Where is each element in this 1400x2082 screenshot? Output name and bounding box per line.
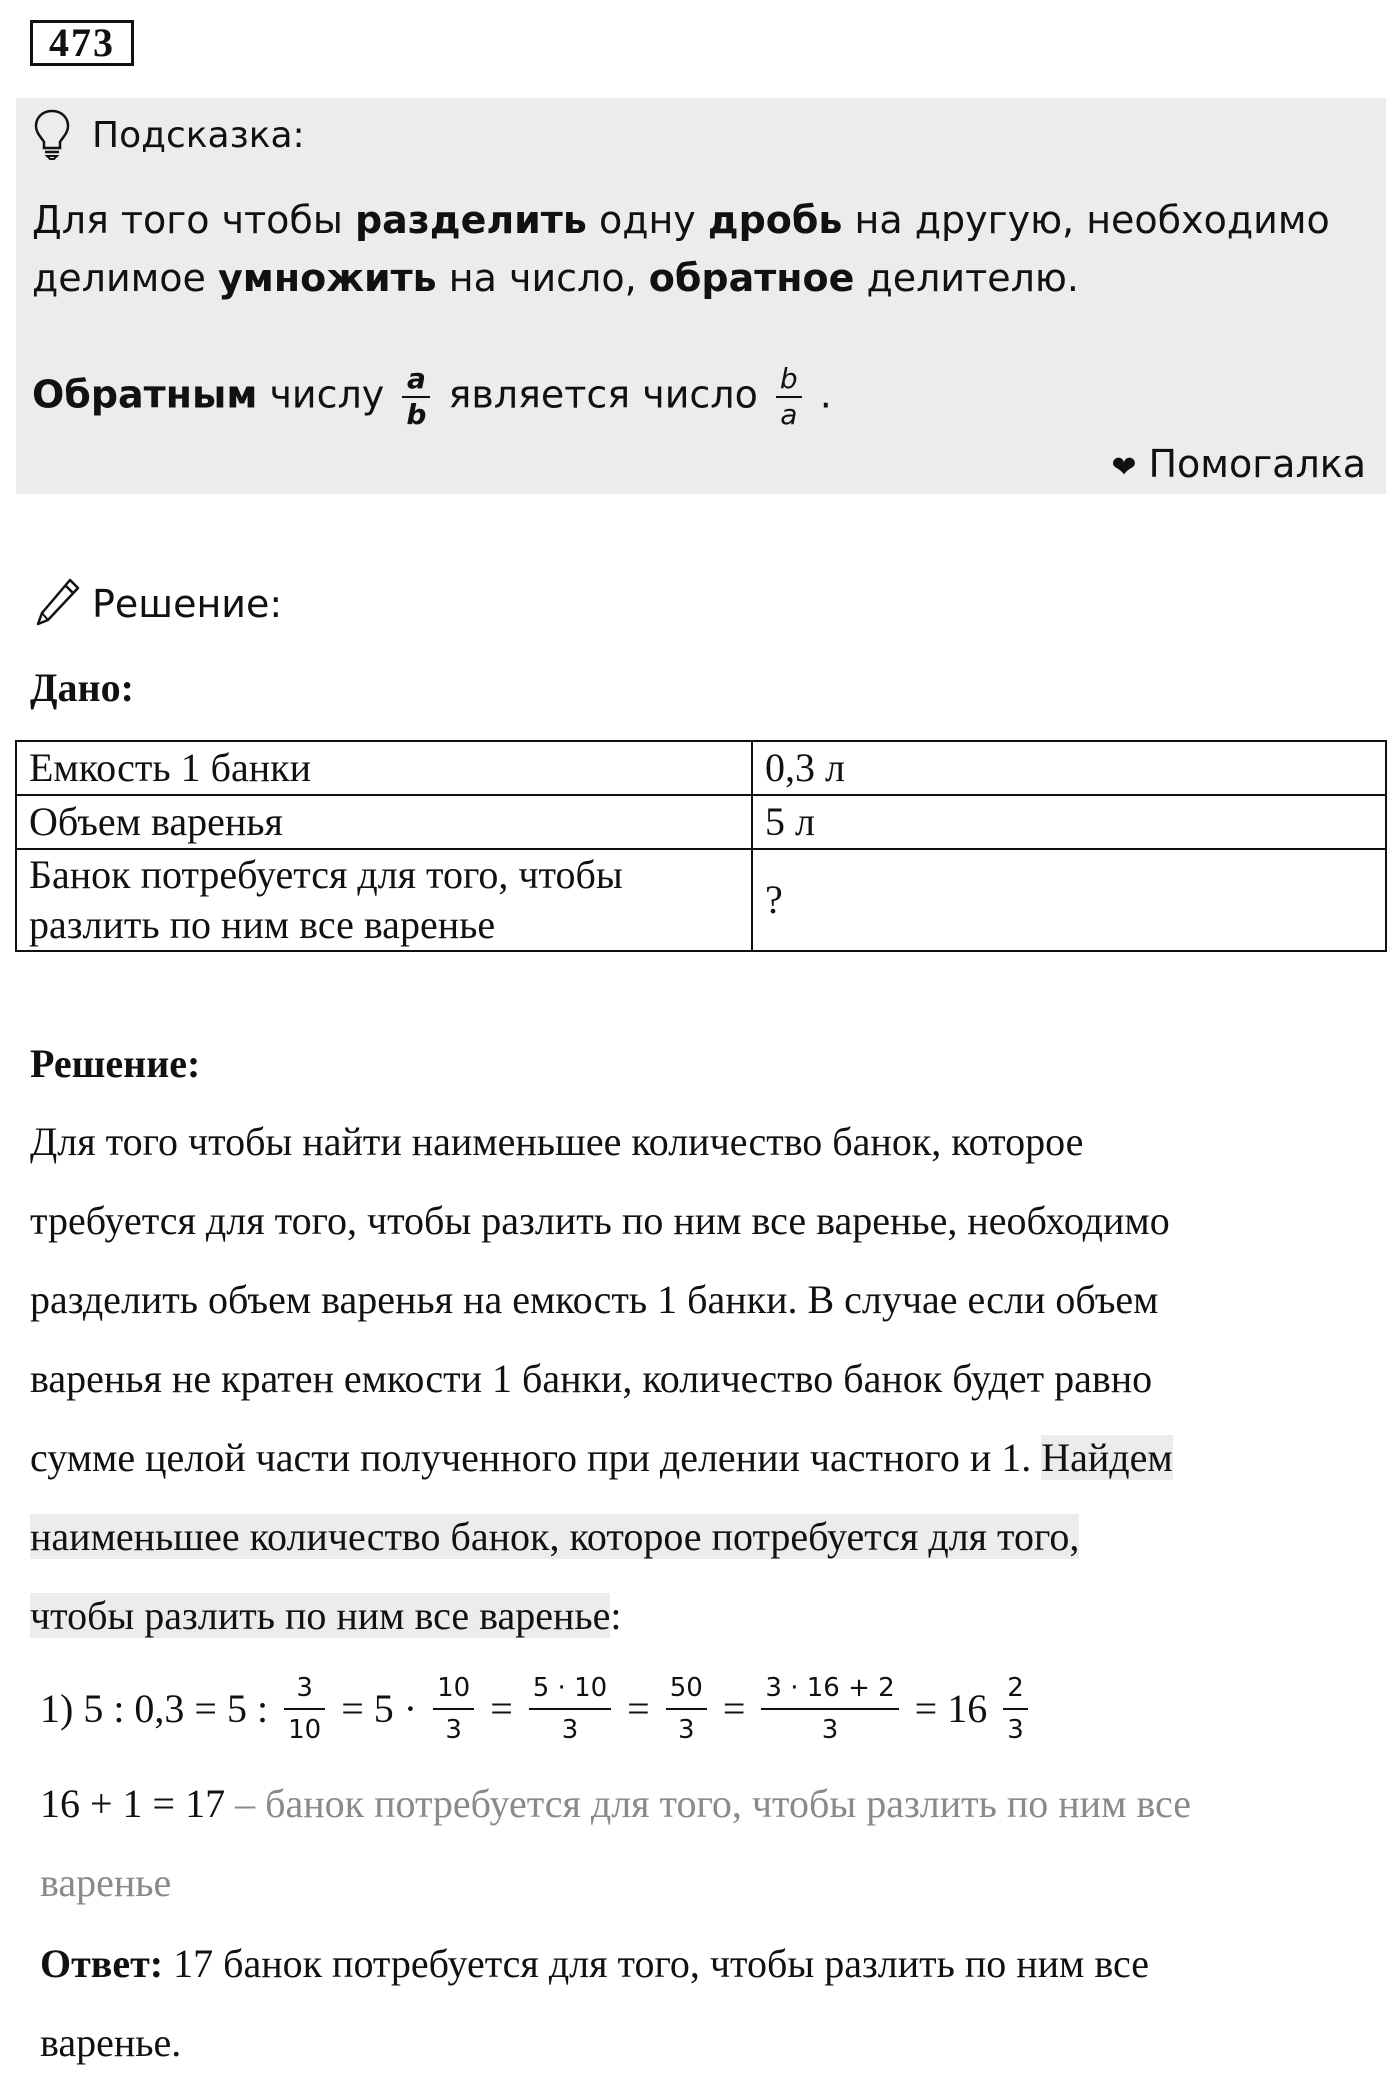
brand-label: ❤ Помогалка [1111,440,1366,492]
table-row [16,849,1386,951]
solution-label: Решение: [30,1041,201,1086]
solution-line: сумме целой части полученного при делении частного и 1. Найдем [30,1435,1173,1480]
solution-line: требуется для того, чтобы разлить по ним все варенье, необходимо [30,1198,1170,1243]
fraction-b-over-a: $\frac{b}{a}$ [776,362,802,432]
solution-line: Для того чтобы найти наименьшее количество банок, которое [30,1119,1084,1164]
heart-icon: ❤ [1111,450,1137,485]
fraction: $\frac{10}{3}$ [433,1668,474,1750]
solution-line: разделить объем варенья на емкость 1 банки. В случае если объем [30,1277,1159,1322]
pencil-icon [34,576,82,630]
fraction: $\frac{3}{10}$ [284,1668,325,1750]
hint-line-3: Обратным числу $\frac{a}{b}$ является число $\frac{b}{a}$ . [32,362,832,431]
solution-line: наименьшее количество банок, которое потребуется для того, [30,1514,1080,1559]
result-line: варенье [40,1860,172,1905]
given-name: Объем варенья [16,795,752,849]
answer-text [40,1924,1149,2082]
given-value: ? [752,849,1386,951]
table-row [16,795,1386,849]
given-value: 0,3 л [752,741,1386,795]
calculation: 1) 5 : 0,3 = 5 : $\frac{3}{10}$ = 5 · $\frac{10}{3}$ = $\frac{5 \cdot 10}{3}$ = $\frac{50}{3}$ = $\frac{3 \cdot 16 + 2}{3}$ = 16 $\frac{2}{3}$ [40,1660,1034,1754]
table-row [16,741,1386,795]
fraction: $\frac{2}{3}$ [1003,1668,1028,1750]
solution-text [30,1102,1173,1655]
answer-line: Ответ: 17 банок потребуется для того, чтобы разлить по ним все [40,1941,1150,1986]
given-label: Дано: [30,665,134,710]
fraction: $\frac{3 \cdot 16 + 2}{3}$ [761,1668,898,1750]
fraction: $\frac{5 \cdot 10}{3}$ [529,1668,611,1750]
given-name: Емкость 1 банки [16,741,752,795]
answer-line: варенье. [40,2020,182,2065]
solution-heading: Решение: [92,582,283,626]
given-value: 5 л [752,795,1386,849]
hint-line-2: делимое умножить на число, обратное делителю. [32,256,1079,300]
fraction-a-over-b: $\frac{a}{b}$ [402,362,430,432]
hint-title: Подсказка: [92,115,305,156]
given-name: Банок потребуется для того, чтобы разлить по ним все варенье [16,849,752,951]
result-line: 16 + 1 = 17 – банок потребуется для того, чтобы разлить по ним все [40,1781,1192,1826]
hint-line-1: Для того чтобы разделить одну дробь на другую, необходимо [32,198,1330,242]
given-table [15,740,1387,952]
solution-line: варенья не кратен емкости 1 банки, количество банок будет равно [30,1356,1153,1401]
fraction: $\frac{50}{3}$ [666,1668,707,1750]
task-number: 473 [30,20,134,66]
lightbulb-icon [32,108,72,160]
solution-line: чтобы разлить по ним все варенье: [30,1593,622,1638]
result-text [40,1764,1191,1922]
